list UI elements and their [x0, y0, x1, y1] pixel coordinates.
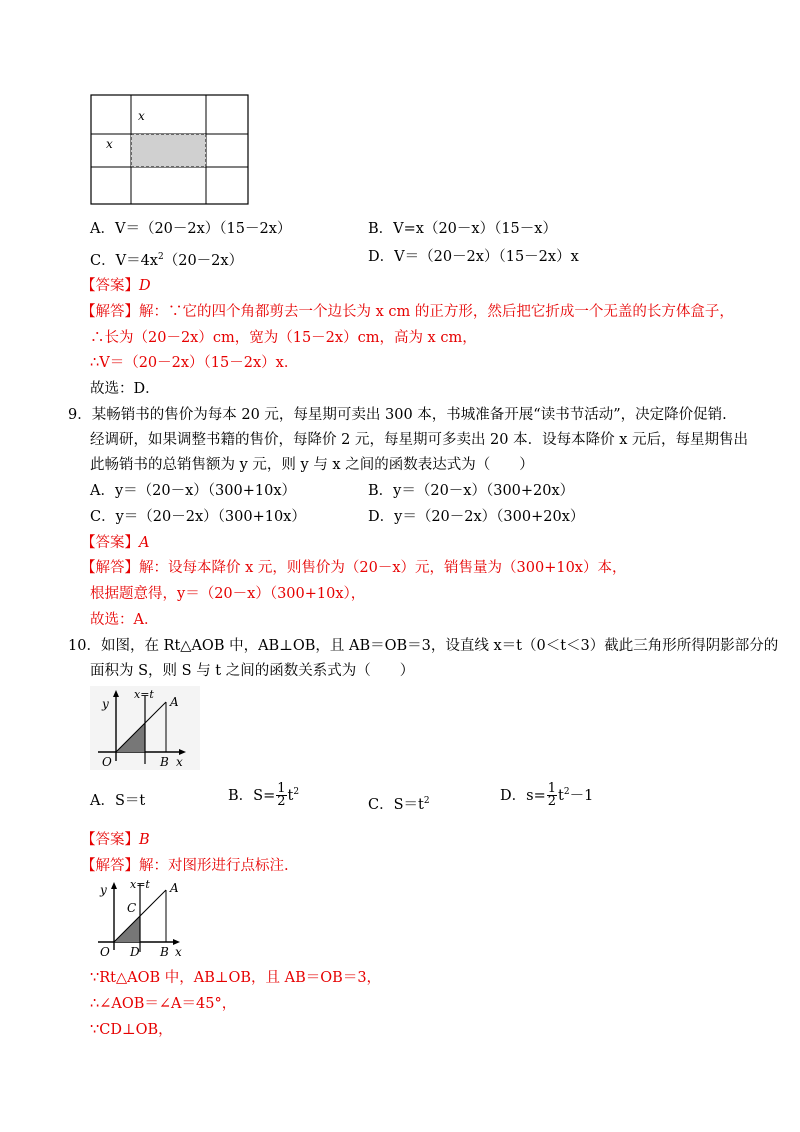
q9-answer: 【答案】A	[81, 535, 150, 551]
q8-answer: 【答案】D	[81, 278, 151, 294]
label-xt: x=t	[130, 878, 150, 891]
q9-option-d: D．y＝（20－2x）（300+20x）	[368, 509, 585, 525]
q9-stem-line-1: 9．某畅销书的售价为每本 20 元，每星期可卖出 300 本，书城准备开展“读书节活动”，决定降价促销.	[68, 407, 727, 423]
label-x: x	[176, 755, 183, 769]
label-y: y	[102, 697, 109, 711]
q9-option-a: A．y＝（20－x）（300+10x）	[90, 483, 297, 499]
q9-solution-line-2: 根据题意得，y＝（20－x）（300+10x），	[90, 586, 366, 602]
q9-solution-line-3: 故选：A．	[90, 612, 159, 628]
q8-option-a: A．V＝（20－2x）（15－2x）	[90, 221, 292, 237]
box-net-figure	[90, 94, 250, 206]
q10-option-c: C．$S=t^2$	[368, 796, 430, 813]
q8-option-c: C．$V=4x^2(20-2x)$	[90, 252, 244, 269]
q8-solution-line-3: ∴V＝（20－2x）（15－2x）x．	[90, 355, 299, 371]
q9-stem-line-2: 经调研，如果调整书籍的售价，每降价 2 元，每星期可多卖出 20 本．设每本降价 x 元后，每星期售出	[90, 432, 749, 448]
triangle-figure-annotated	[90, 876, 190, 960]
q10-solution-intro: 【解答】解：对图形进行点标注.	[81, 858, 289, 874]
q9-option-b: B．y＝（20－x）（300+20x）	[368, 483, 575, 499]
q10-solution-line-3: ∵CD⊥OB，	[90, 1022, 173, 1038]
q10-option-d: D．s= $\frac{1}{2}$ $t^2-1$	[500, 781, 594, 810]
triangle-figure-question	[90, 686, 200, 770]
q9-option-c: C．y＝（20－2x）（300+10x）	[90, 509, 306, 525]
label-y: y	[100, 883, 107, 897]
label-x: x	[175, 945, 182, 959]
q8-solution-line-1: 【解答】解：∵它的四个角都剪去一个边长为 x cm 的正方形，然后把它折成一个无盖的长方体盒子，	[81, 304, 734, 320]
q10-solution-line-2: ∴∠AOB＝∠A＝45°，	[90, 996, 237, 1012]
label-a: A	[170, 881, 179, 895]
q8-choice: 故选：D．	[90, 381, 160, 397]
label-b: B	[160, 755, 169, 769]
label-a: A	[170, 695, 179, 709]
q10-stem-line-1: 10．如图，在 Rt△AOB 中，AB⊥OB，且 AB＝OB＝3，设直线 x＝t（0＜t＜3）截此三角形所得阴影部分的	[68, 638, 779, 654]
label-b: B	[160, 945, 169, 959]
label-o: O	[100, 945, 110, 959]
label-c: C	[127, 901, 137, 915]
q10-stem-line-2: 面积为 S，则 S 与 t 之间的函数关系式为（ ）	[90, 663, 415, 679]
q8-solution-line-2: ∴长为（20－2x）cm，宽为（15－2x）cm，高为 x cm，	[90, 330, 477, 346]
q9-stem-line-3: 此畅销书的总销售额为 y 元，则 y 与 x 之间的函数表达式为（ ）	[90, 457, 534, 473]
q8-option-d: D．V＝（20－2x）（15－2x）x	[368, 249, 579, 265]
label-d: D	[130, 945, 140, 959]
q10-solution-line-1: ∵Rt△AOB 中，AB⊥OB，且 AB＝OB＝3，	[90, 970, 382, 986]
q8-option-b: B．V=x（20－x）（15－x）	[368, 221, 557, 237]
label-o: O	[102, 755, 112, 769]
q9-solution-line-1: 【解答】解：设每本降价 x 元，则售价为（20－x）元，销售量为（300+10x）本，	[81, 560, 627, 576]
label-xt: x=t	[134, 688, 154, 701]
q10-option-b: B．S= $\frac{1}{2}$ $t^2$	[228, 781, 300, 810]
figure-label-x-top: x	[138, 109, 145, 123]
q10-option-a: A．S＝t	[90, 793, 146, 809]
figure-label-x-left: x	[106, 137, 113, 151]
q10-answer: 【答案】B	[81, 832, 150, 848]
